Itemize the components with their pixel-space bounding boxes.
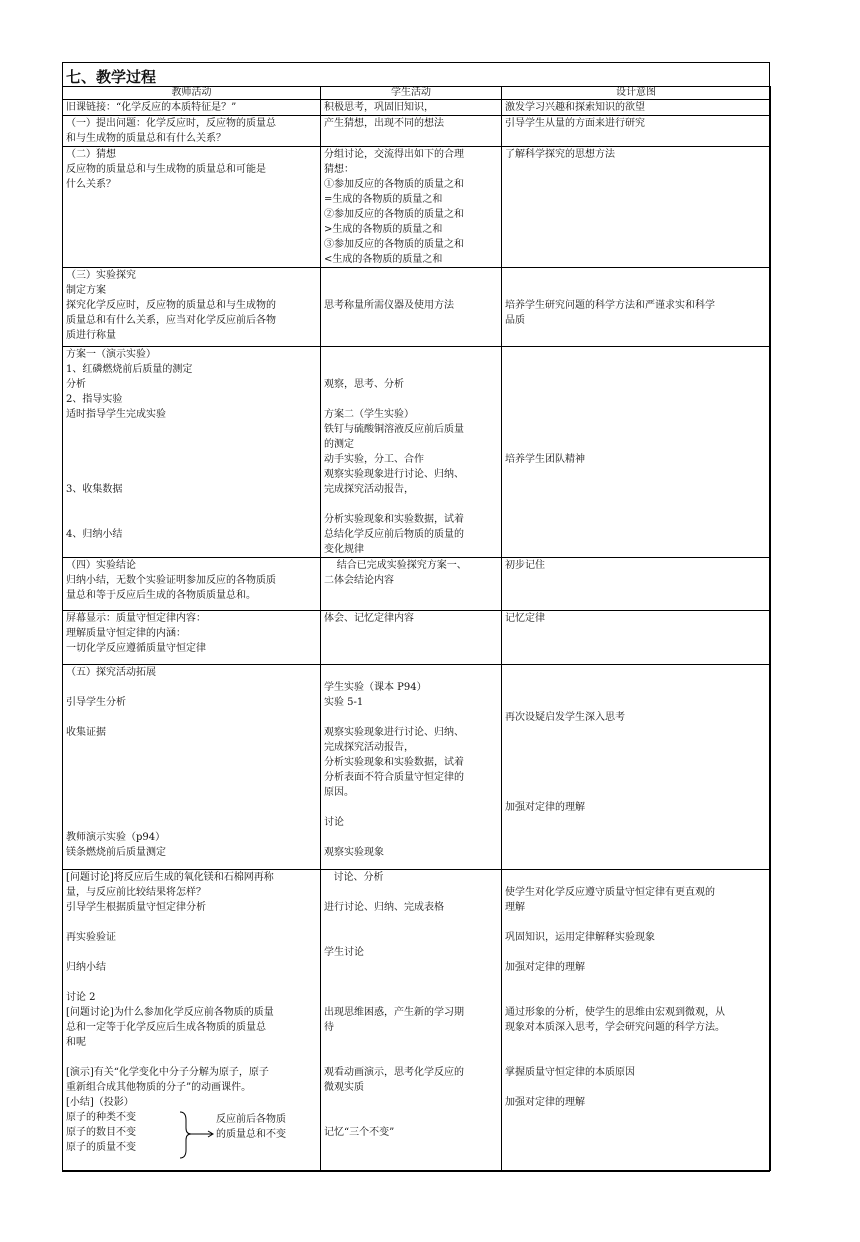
cell-line: 观察，思考、分析: [324, 379, 404, 390]
cell-intent: [502, 558, 771, 611]
brace-result: [216, 1112, 286, 1142]
cell-line: [324, 830, 498, 845]
cell-line: [66, 680, 317, 695]
table-row: [63, 611, 771, 665]
cell-teacher: [63, 558, 321, 611]
cell-line: 方案一（演示实验）: [66, 349, 156, 360]
cell-student: [321, 665, 502, 870]
cell-line: 总结化学反应前后物质的质量的: [324, 529, 464, 540]
cell-student: [321, 558, 502, 611]
cell-line: （四）实验结论: [66, 560, 136, 571]
teaching-process-table: [62, 86, 771, 1171]
cell-line: [问题讨论]将反应后生成的氧化镁和石棉网再称: [66, 872, 274, 883]
cell-line: 分析实验现象和实验数据，试着: [324, 514, 464, 525]
cell-line: 分析实验现象和实验数据，试着: [324, 757, 464, 768]
cell-teacher: [63, 268, 321, 347]
cell-line: 激发学习兴趣和探索知识的欲望: [505, 102, 645, 113]
cell-line: [505, 725, 767, 740]
table-row: [63, 870, 771, 1171]
cell-teacher: [63, 147, 321, 268]
cell-line: [324, 930, 498, 945]
table-row: [63, 268, 771, 347]
cell-line: 引导学生分析: [66, 697, 126, 708]
cell-intent: [502, 870, 771, 1171]
cell-line: [505, 362, 767, 377]
cell-line: 反应前后各物质: [216, 1114, 286, 1125]
cell-line: 培养学生研究问题的科学方法和严谨求实和科学: [505, 300, 715, 311]
cell-line: [505, 665, 767, 680]
cell-line: 3、收集数据: [66, 484, 123, 495]
cell-line: [505, 770, 767, 785]
cell-line: [324, 665, 498, 680]
cell-line: [505, 755, 767, 770]
cell-student: [321, 147, 502, 268]
cell-line: 观察实验现象进行讨论、归纳、: [324, 727, 464, 738]
cell-line: 加强对定律的理解: [505, 962, 585, 973]
cell-line: 屏幕显示：质量守恒定律内容：: [66, 613, 206, 624]
cell-line: 质量总和有什么关系，应当对化学反应前后各物: [66, 315, 276, 326]
cell-line: [66, 467, 317, 482]
cell-line: 4、归纳小结: [66, 529, 123, 540]
cell-line: [505, 785, 767, 800]
cell-teacher: [63, 116, 321, 147]
cell-line: [505, 1080, 767, 1095]
cell-line: 量总和等于反应后生成的各物质质量总和。: [66, 590, 256, 601]
cell-line: [505, 870, 767, 885]
cell-line: [66, 975, 317, 990]
header-teacher: 教师活动: [63, 87, 321, 100]
cell-line: 记忆定律: [505, 613, 545, 624]
cell-line: [66, 755, 317, 770]
cell-line: [505, 392, 767, 407]
cell-line: 培养学生团队精神: [505, 454, 585, 465]
cell-line: 猜想：: [324, 164, 354, 175]
cell-student: [321, 268, 502, 347]
cell-line: [505, 695, 767, 710]
cell-line: <生成的各物质的质量之和: [324, 254, 443, 265]
cell-line: 的测定: [324, 439, 354, 450]
cell-line: 二体会结论内容: [324, 575, 394, 586]
cell-line: 重新组合成其他物质的分子”的动画课件。: [66, 1082, 252, 1093]
cell-line: [66, 800, 317, 815]
cell-line: 通过形象的分析，使学生的思维由宏观到微观，从: [505, 1007, 725, 1018]
cell-line: 品质: [505, 315, 525, 326]
cell-line: [66, 915, 317, 930]
cell-line: [505, 990, 767, 1005]
cell-intent: [502, 611, 771, 665]
cell-line: [演示]有关“化学变化中分子分解为原子，原子: [66, 1067, 269, 1078]
cell-line: 了解科学探究的思想方法: [505, 149, 615, 160]
cell-line: 学生实验（课本 P94）: [324, 682, 427, 693]
cell-line: 再次设疑启发学生深入思考: [505, 712, 625, 723]
cell-line: 和呢: [66, 1037, 86, 1048]
cell-line: [324, 885, 498, 900]
cell-line: [66, 422, 317, 437]
table-row: [63, 558, 771, 611]
cell-line: [505, 1050, 767, 1065]
cell-line: 分析表面不符合质量守恒定律的: [324, 772, 464, 783]
cell-teacher: [63, 665, 321, 870]
cell-line: 加强对定律的理解: [505, 802, 585, 813]
cell-line: [505, 975, 767, 990]
cell-line: ②参加反应的各物质的质量之和: [324, 209, 464, 220]
cell-line: 体会、记忆定律内容: [324, 613, 414, 624]
cell-line: [324, 1035, 498, 1050]
cell-student: [321, 347, 502, 558]
cell-line: 教师演示实验（p94）: [66, 832, 166, 843]
cell-line: 动手实验，分工、合作: [324, 454, 424, 465]
cell-line: [66, 452, 317, 467]
header-student: 学生活动: [321, 87, 502, 100]
cell-line: 观看动画演示，思考化学反应的: [324, 1067, 464, 1078]
cell-line: [324, 990, 498, 1005]
cell-intent: [502, 116, 771, 147]
cell-line: [324, 283, 498, 298]
cell-line: [66, 437, 317, 452]
cell-line: 量，与反应前比较结果将怎样？: [66, 887, 206, 898]
cell-line: 1、红磷燃烧前后质量的测定: [66, 364, 193, 375]
cell-line: 思考称量所需仪器及使用方法: [324, 300, 454, 311]
cell-line: [66, 512, 317, 527]
cell-teacher: [63, 347, 321, 558]
cell-line: 巩固知识，运用定律解释实验现象: [505, 932, 655, 943]
cell-line: 的质量总和不变: [216, 1129, 286, 1140]
cell-line: 镁条燃烧前后质量测定: [66, 847, 166, 858]
cell-line: 总和一定等于化学反应后生成各物质的质量总: [66, 1022, 266, 1033]
right-brace-arrow-icon: [176, 1110, 218, 1160]
header-intent: 设计意图: [502, 87, 771, 100]
cell-line: 出现思维困惑，产生新的学习期: [324, 1007, 464, 1018]
cell-line: 质进行称量: [66, 330, 116, 341]
cell-line: 分组讨论，交流得出如下的合理: [324, 149, 464, 160]
cell-line: 记忆“三个不变”: [324, 1127, 395, 1138]
cell-line: [问题讨论]为什么参加化学反应前各物质的质量: [66, 1007, 274, 1018]
cell-line: 什么关系？: [66, 179, 116, 190]
cell-line: 加强对定律的理解: [505, 1097, 585, 1108]
table-header-row: [63, 87, 771, 100]
cell-line: 完成探究活动报告，: [324, 484, 414, 495]
cell-line: [505, 407, 767, 422]
cell-line: 方案二（学生实验）: [324, 409, 414, 420]
cell-line: [324, 975, 498, 990]
cell-line: 初步记住: [505, 560, 545, 571]
cell-teacher: [63, 870, 321, 1171]
cell-line: [324, 710, 498, 725]
cell-line: [324, 915, 498, 930]
cell-line: [505, 347, 767, 362]
cell-line: 原子的种类不变: [66, 1112, 136, 1123]
brace-left-list: [66, 1110, 136, 1155]
cell-line: 2、指导实验: [66, 394, 123, 405]
section-heading: 七、教学过程: [66, 68, 157, 86]
cell-line: [324, 392, 498, 407]
cell-line: 适时指导学生完成实验: [66, 409, 166, 420]
cell-student: [321, 870, 502, 1171]
cell-line: [324, 362, 498, 377]
cell-teacher: [63, 100, 321, 116]
cell-line: 完成探究活动报告，: [324, 742, 414, 753]
cell-line: 铁钉与硫酸铜溶液反应前后质量: [324, 424, 464, 435]
cell-line: 原子的质量不变: [66, 1142, 136, 1153]
cell-line: [505, 1035, 767, 1050]
cell-line: [505, 437, 767, 452]
cell-line: [324, 497, 498, 512]
cell-line: 引导学生根据质量守恒定律分析: [66, 902, 206, 913]
cell-line: 再实验验证: [66, 932, 116, 943]
cell-line: 待: [324, 1022, 334, 1033]
cell-line: [66, 815, 317, 830]
cell-line: （二）猜想: [66, 149, 116, 160]
cell-line: [505, 422, 767, 437]
cell-student: [321, 116, 502, 147]
cell-line: [324, 268, 498, 283]
cell-line: [505, 680, 767, 695]
cell-line: 产生猜想，出现不同的想法: [324, 118, 444, 129]
cell-line: 理解质量守恒定律的内涵：: [66, 628, 186, 639]
cell-line: [66, 770, 317, 785]
cell-student: [321, 100, 502, 116]
cell-line: 掌握质量守恒定律的本质原因: [505, 1067, 635, 1078]
cell-line: 微观实质: [324, 1082, 364, 1093]
cell-line: [505, 915, 767, 930]
cell-line: =生成的各物质的质量之和: [324, 194, 443, 205]
cell-intent: [502, 147, 771, 268]
cell-line: 探究化学反应时，反应物的质量总和与生成物的: [66, 300, 276, 311]
cell-teacher: [63, 611, 321, 665]
summary-brace-diagram: [66, 1110, 317, 1170]
cell-line: [324, 1110, 498, 1125]
cell-line: 和与生成物的质量总和有什么关系？: [66, 133, 226, 144]
cell-intent: [502, 268, 771, 347]
cell-line: [505, 377, 767, 392]
cell-line: ③参加反应的各物质的质量之和: [324, 239, 464, 250]
cell-intent: [502, 665, 771, 870]
cell-line: 讨论: [324, 817, 344, 828]
table-row: [63, 100, 771, 116]
cell-student: [321, 611, 502, 665]
cell-line: 积极思考，巩固旧知识，: [324, 102, 434, 113]
cell-line: 归纳小结: [66, 962, 106, 973]
cell-line: 结合已完成实验探究方案一、: [324, 560, 467, 571]
cell-line: [小结]（投影）: [66, 1097, 134, 1108]
cell-line: [66, 785, 317, 800]
cell-line: （五）探究活动拓展: [66, 667, 156, 678]
cell-line: [324, 347, 498, 362]
cell-line: 使学生对化学反应遵守质量守恒定律有更直观的: [505, 887, 715, 898]
cell-line: 观察实验现象: [324, 847, 384, 858]
cell-line: 观察实验现象进行讨论、归纳、: [324, 469, 464, 480]
cell-line: >生成的各物质的质量之和: [324, 224, 443, 235]
cell-line: [66, 740, 317, 755]
cell-line: 学生讨论: [324, 947, 364, 958]
cell-line: [66, 945, 317, 960]
cell-line: （一）提出问题：化学反应时，反应物的质量总: [66, 118, 276, 129]
cell-line: [66, 710, 317, 725]
cell-intent: [502, 347, 771, 558]
cell-line: 引导学生从量的方面来进行研究: [505, 118, 645, 129]
cell-line: 实验 5-1: [324, 697, 364, 708]
cell-line: [324, 800, 498, 815]
cell-line: [505, 268, 767, 283]
cell-intent: [502, 100, 771, 116]
cell-line: [324, 1095, 498, 1110]
table-row: [63, 147, 771, 268]
cell-line: 讨论 2: [66, 992, 96, 1003]
cell-line: 讨论、分析: [324, 872, 384, 883]
cell-line: [66, 1050, 317, 1065]
cell-line: [505, 740, 767, 755]
cell-line: 一切化学反应遵循质量守恒定律: [66, 643, 206, 654]
cell-line: 现象对本质深入思考，学会研究问题的科学方法。: [505, 1022, 725, 1033]
cell-line: 收集证据: [66, 727, 106, 738]
cell-line: ①参加反应的各物质的质量之和: [324, 179, 464, 190]
cell-line: 反应物的质量总和与生成物的质量总和可能是: [66, 164, 266, 175]
cell-line: （三）实验探究: [66, 270, 136, 281]
cell-line: 归纳小结，无数个实验证明参加反应的各物质质: [66, 575, 276, 586]
cell-line: 原因。: [324, 787, 354, 798]
cell-line: [324, 1050, 498, 1065]
cell-line: [505, 945, 767, 960]
cell-line: [66, 497, 317, 512]
table-row: [63, 347, 771, 558]
cell-line: 原子的数目不变: [66, 1127, 136, 1138]
cell-line: 进行讨论、归纳、完成表格: [324, 902, 444, 913]
cell-line: 变化规律: [324, 544, 364, 555]
cell-line: 旧课链接：“化学反应的本质特征是？”: [66, 102, 237, 113]
cell-line: [505, 283, 767, 298]
cell-line: 制定方案: [66, 285, 106, 296]
cell-line: 分析: [66, 379, 86, 390]
cell-line: 理解: [505, 902, 525, 913]
cell-line: [324, 960, 498, 975]
table-row: [63, 665, 771, 870]
table-row: [63, 116, 771, 147]
